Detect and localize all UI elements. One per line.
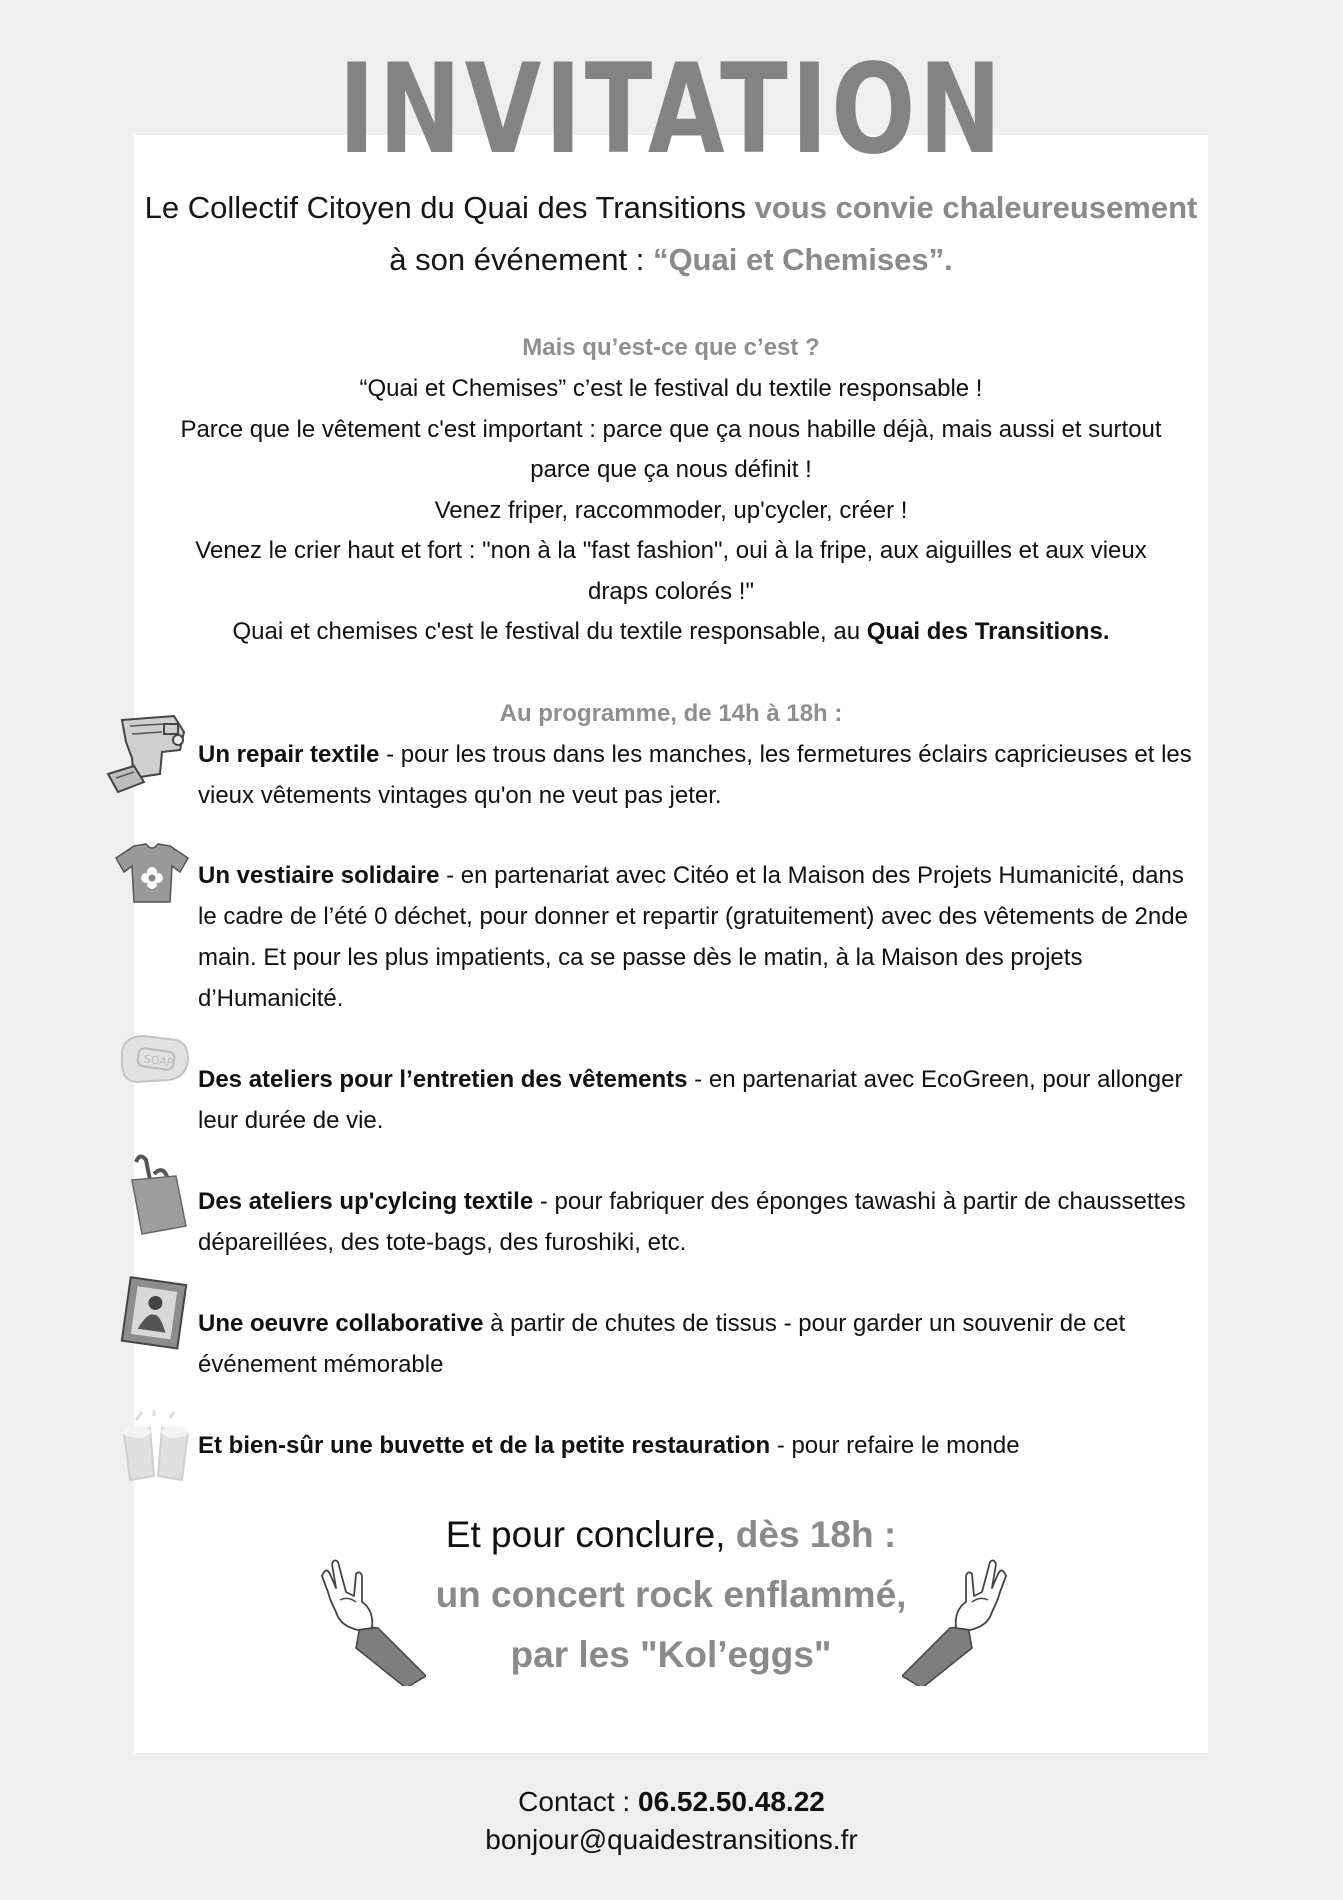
tshirt-icon — [112, 842, 192, 906]
program-item-repair — [198, 734, 1198, 816]
program-item-title: Des ateliers up'cylcing textile — [198, 1188, 534, 1215]
beer-cheers-icon — [116, 1410, 200, 1486]
contact-email: bonjour@quaidestransitions.fr — [485, 1824, 858, 1855]
intro-text-2: à son événement : — [389, 242, 653, 277]
about-line: Venez le crier haut et fort : "non à la "fast fashion", oui à la fripe, aux aiguilles et aux vieux draps colorés !" — [195, 537, 1147, 605]
conclusion-prefix: Et pour conclure, — [445, 1514, 736, 1555]
about-bold: Quai des Transitions. — [866, 618, 1110, 645]
rock-hand-icon — [902, 1556, 1012, 1686]
event-name: “Quai et Chemises”. — [652, 242, 953, 277]
program-item-text: - pour fabriquer des éponges tawashi à partir de chaussettes dépareillées, des tote-bags, des furoshiki, etc. — [198, 1188, 1186, 1256]
rock-hand-icon — [316, 1556, 426, 1686]
contact-phone: 06.52.50.48.22 — [638, 1786, 825, 1817]
contact-line — [0, 1783, 1343, 1821]
program-item-title: Des ateliers pour l’entretien des vêtements — [198, 1066, 688, 1093]
tote-bag-icon — [122, 1150, 192, 1236]
program-item-text: - en partenariat avec Citéo et la Maison des Projets Humanicité, dans le cadre de l’été 0 déchet, pour donner et repartir (gratuitement) avec des vêtements de 2nde main. Et pour les plus impatients, ca se passe dès le matin, à la Maison des projets d’Humanicité. — [198, 862, 1188, 1012]
conclusion-section — [134, 1505, 1208, 1685]
intro-highlight: vous convie chaleureusement — [754, 190, 1198, 225]
about-section — [134, 369, 1208, 653]
program-item-oeuvre — [198, 1303, 1198, 1385]
conclusion-line — [134, 1505, 1208, 1565]
program-item-text: - pour les trous dans les manches, les fermetures éclairs capricieuses et les vieux vêtements vintages qu'on ne veut pas jeter. — [198, 741, 1192, 809]
program-heading: Au programme, de 14h à 18h : — [499, 700, 843, 727]
about-text: Quai et chemises c'est le festival du textile responsable, au — [232, 618, 867, 645]
intro-paragraph — [134, 182, 1208, 286]
sewing-machine-icon — [104, 712, 194, 796]
picture-frame-icon — [120, 1275, 190, 1351]
program-item-text: à partir de chutes de tissus - pour garder un souvenir de cet événement mémorable — [198, 1310, 1126, 1378]
about-line — [134, 612, 1208, 653]
program-item-vestiaire — [198, 855, 1198, 1019]
intro-text: Le Collectif Citoyen du Quai des Transitions — [144, 190, 755, 225]
conclusion-line: un concert rock enflammé, — [435, 1574, 907, 1615]
about-line: “Quai et Chemises” c’est le festival du textile responsable ! — [359, 375, 983, 402]
program-item-title: Un repair textile — [198, 741, 380, 768]
conclusion-time: dès 18h : — [735, 1514, 897, 1555]
program-item-buvette — [198, 1425, 1198, 1466]
page-title: INVITATION — [338, 38, 1005, 182]
svg-text:SOAP: SOAP — [143, 1052, 175, 1070]
about-line: Venez friper, raccommoder, up'cycler, créer ! — [434, 496, 908, 524]
contact-label: Contact : — [518, 1786, 638, 1817]
about-line: Parce que le vêtement c'est important : parce que ça nous habille déjà, mais aussi et surtout parce que ça nous définit ! — [180, 415, 1162, 483]
program-item-title: Et bien-sûr une buvette et de la petite restauration — [198, 1432, 771, 1459]
program-item-text: - pour refaire le monde — [770, 1432, 1020, 1459]
program-item-upcycling — [198, 1181, 1198, 1263]
program-item-title: Un vestiaire solidaire — [198, 862, 440, 889]
soap-icon — [118, 1030, 190, 1090]
contact-section — [0, 1783, 1343, 1859]
program-item-title: Une oeuvre collaborative — [198, 1310, 484, 1337]
conclusion-line: par les "Kol’eggs" — [510, 1634, 832, 1675]
about-heading: Mais qu’est-ce que c’est ? — [522, 334, 820, 361]
program-item-text: - en partenariat avec EcoGreen, pour allonger leur durée de vie. — [198, 1066, 1183, 1134]
program-item-entretien — [198, 1059, 1198, 1141]
